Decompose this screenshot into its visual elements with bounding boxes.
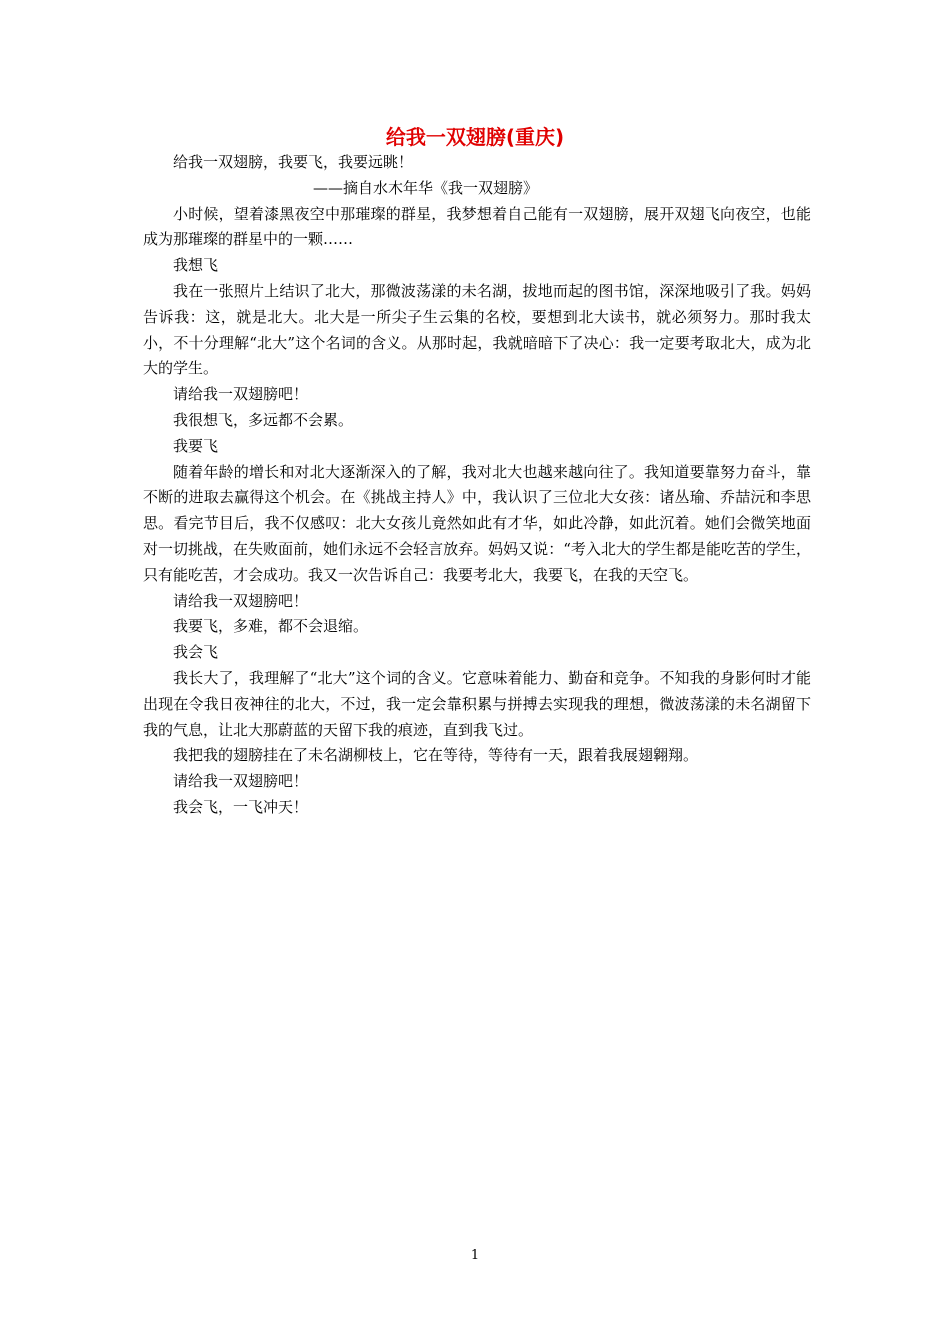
section-heading-want-to-fly: 我想飞 <box>173 256 219 275</box>
epigraph-line: 给我一双翅膀，我要飞，我要远眺！ <box>173 153 414 171</box>
section-heading-will-fly: 我要飞 <box>173 436 219 455</box>
epigraph-source: ——摘自水木年华《我一双翅膀》 <box>313 178 539 197</box>
paragraph-short: 我要飞，多难，都不会退缩。 <box>173 617 369 636</box>
page-number: 1 <box>470 1248 480 1263</box>
paragraph-closing: 我会飞，一飞冲天！ <box>173 797 309 816</box>
document-title: 给我一双翅膀(重庆) <box>385 125 565 149</box>
paragraph-intro: 小时候，望着漆黑夜空中那璀璨的群星，我梦想着自己能有一双翅膀，展开双翅飞向夜空，也能成为那璀璨的群星中的一颗…… <box>143 204 811 249</box>
refrain-line: 请给我一双翅膀吧！ <box>173 385 309 404</box>
paragraph-growth: 随着年龄的增长和对北大逐渐深入的了解，我对北大也越来越向往了。我知道要靠努力奋斗，靠不断的进取去赢得这个机会。在《挑战主持人》中，我认识了三位北大女孩：诸丛瑜、乔喆沅和李思思。看完节目后，我不仅感叹：北大女孩儿竟然如此有才华，如此冷静，如此沉着。她们会微笑地面对一切挑战，在失败面前，她们永远不会轻言放弃。妈妈又说：“考入北大的学生都是能吃苦的学生，只有能吃苦，才会成功。我又一次告诉自己：我要考北大，我要飞，在我的天空飞。 <box>143 462 811 584</box>
paragraph-short: 我很想飞，多远都不会累。 <box>173 410 354 429</box>
refrain-line: 请给我一双翅膀吧！ <box>173 772 309 791</box>
paragraph-grown-up: 我长大了，我理解了“北大”这个词的含义。它意味着能力、勤奋和竞争。不知我的身影何时才能出现在令我日夜神往的北大，不过，我一定会靠积累与拼搏去实现我的理想，微波荡漾的未名湖留下我的气息，让北大那蔚蓝的天留下我的痕迹，直到我飞过。 <box>143 668 811 739</box>
paragraph-wings: 我把我的翅膀挂在了未名湖柳枝上，它在等待，等待有一天，跟着我展翅翱翔。 <box>173 746 699 765</box>
section-heading-can-fly: 我会飞 <box>173 643 219 662</box>
document-body <box>143 150 811 821</box>
refrain-line: 请给我一双翅膀吧！ <box>173 591 309 610</box>
paragraph-photo: 我在一张照片上结识了北大，那微波荡漾的未名湖，拔地而起的图书馆，深深地吸引了我。妈妈告诉我：这，就是北大。北大是一所尖子生云集的名校，要想到北大读书，就必须努力。那时我太小，不十分理解“北大”这个名词的含义。从那时起，我就暗暗下了决心：我一定要考取北大，成为北大的学生。 <box>143 281 811 378</box>
